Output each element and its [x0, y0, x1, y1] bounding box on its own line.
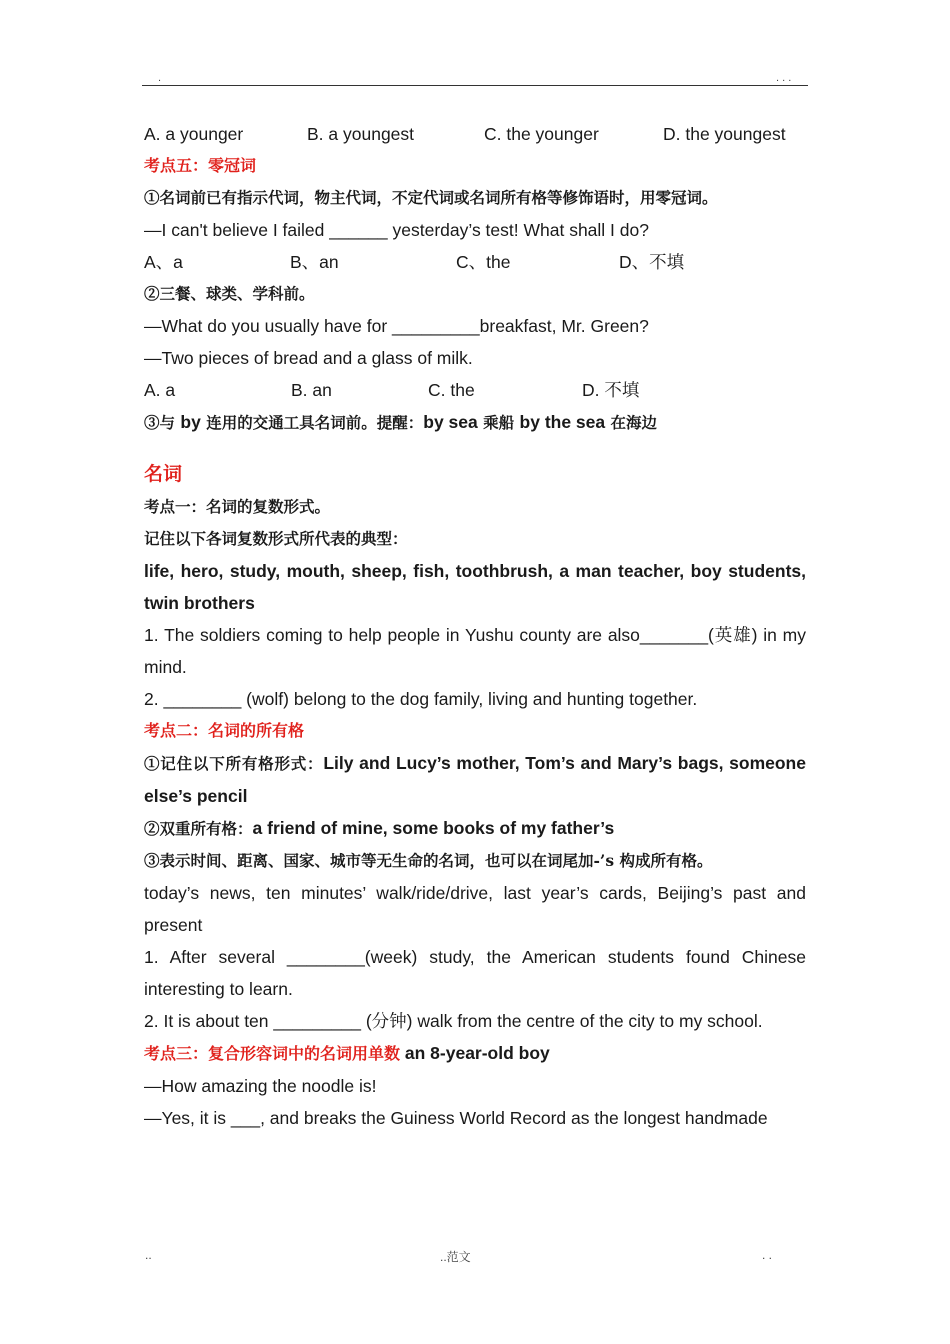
- possessive-rule-2-examples: a friend of mine, some books of my father’s: [252, 818, 615, 838]
- rule-3-gloss-2: 在海边: [605, 413, 658, 432]
- noun-point-3: [144, 1037, 806, 1070]
- comparative-options: [144, 118, 806, 150]
- noun-point-1-title: 考点一：名词的复数形式。: [144, 497, 331, 516]
- option-b: B、an: [290, 252, 339, 272]
- zero-article-rule-1: ①名词前已有指示代词，物主代词，不定代词或名词所有格等修饰语时，用零冠词。: [144, 188, 718, 207]
- plural-question-2: 2. ________ (wolf) belong to the dog family, living and hunting together.: [144, 689, 698, 709]
- possessive-rule-2-label: ②双重所有格：: [144, 819, 253, 838]
- question-2-options: [144, 374, 806, 406]
- noun-point-3-title: 考点三：复合形容词中的名词用单数: [144, 1044, 401, 1063]
- noun-section-title: 名词: [144, 463, 183, 485]
- footer-right-mark: . .: [762, 1248, 773, 1262]
- zero-article-rule-2: ②三餐、球类、学科前。: [144, 284, 315, 303]
- option-a: A、a: [144, 252, 183, 272]
- option-d: D. the youngest: [663, 124, 786, 144]
- compound-question-line-2: —Yes, it is ___, and breaks the Guiness World Record as the longest handmade: [144, 1108, 768, 1128]
- possessive-rule-2: [144, 812, 806, 845]
- possessive-question-1: 1. After several ________(week) study, the American students found Chinese interesting to learn.: [144, 947, 806, 999]
- option-a: A. a younger: [144, 124, 244, 144]
- rule-3-example-2: by the sea: [519, 412, 606, 432]
- possessive-examples: today’s news, ten minutes’ walk/ride/drive, last year’s cards, Beijing’s past and present: [144, 883, 806, 935]
- question-2-line-2: —Two pieces of bread and a glass of milk.: [144, 348, 473, 368]
- noun-point-1-note: 记住以下各词复数形式所代表的典型：: [144, 529, 408, 548]
- option-c: C、the: [456, 252, 511, 272]
- header-left-mark: .: [158, 72, 162, 84]
- rule-3-gloss-1: 乘船: [477, 413, 520, 432]
- possessive-rule-1: [144, 747, 806, 812]
- possessive-rule-3: ③表示时间、距离、国家、城市等无生命的名词，也可以在词尾加-’s 构成所有格。: [144, 851, 713, 870]
- rule-3-middle: 连用的交通工具名词前。提醒：: [200, 413, 424, 432]
- zero-article-question-1: —I can't believe I failed ______ yesterday’s test! What shall I do?: [144, 220, 649, 240]
- question-2-line-1: —What do you usually have for _________breakfast, Mr. Green?: [144, 316, 649, 336]
- plural-question-1: 1. The soldiers coming to help people in Yushu county are also_______(英雄) in my mind.: [144, 625, 806, 677]
- noun-point-3-example: an 8-year-old boy: [400, 1043, 550, 1063]
- possessive-rule-1-examples: Lily and Lucy’s mother, Tom’s and Mary’s bags, someone else’s pencil: [144, 753, 806, 806]
- document-body: [144, 118, 806, 1134]
- header-rule: [142, 85, 808, 86]
- option-d: D、不填: [619, 252, 685, 272]
- rule-3-by: by: [180, 412, 201, 432]
- option-a: A. a: [144, 380, 176, 400]
- option-c: C. the younger: [484, 124, 599, 144]
- noun-point-2-title: 考点二：名词的所有格: [144, 721, 305, 740]
- question-1-options: [144, 246, 806, 278]
- option-d: D. 不填: [582, 380, 640, 400]
- zero-article-title: 考点五：零冠词: [144, 156, 257, 175]
- option-c: C. the: [428, 380, 475, 400]
- footer-left-mark: ..: [145, 1248, 152, 1262]
- option-b: B. a youngest: [307, 124, 415, 144]
- footer-page-label: ..范文: [440, 1250, 471, 1264]
- plural-word-list: life, hero, study, mouth, sheep, fish, toothbrush, a man teacher, boy students, twin brothers: [144, 561, 806, 613]
- rule-3-prefix: ③与: [144, 413, 181, 432]
- option-b: B. an: [291, 380, 332, 400]
- compound-question-line-1: —How amazing the noodle is!: [144, 1076, 377, 1096]
- header-right-mark: . . .: [776, 72, 792, 84]
- possessive-rule-1-label: ①记住以下所有格形式：: [144, 754, 324, 773]
- possessive-question-2: 2. It is about ten _________ (分钟) walk from the centre of the city to my school.: [144, 1011, 763, 1031]
- rule-3-example-1: by sea: [423, 412, 478, 432]
- zero-article-rule-3: [144, 406, 806, 439]
